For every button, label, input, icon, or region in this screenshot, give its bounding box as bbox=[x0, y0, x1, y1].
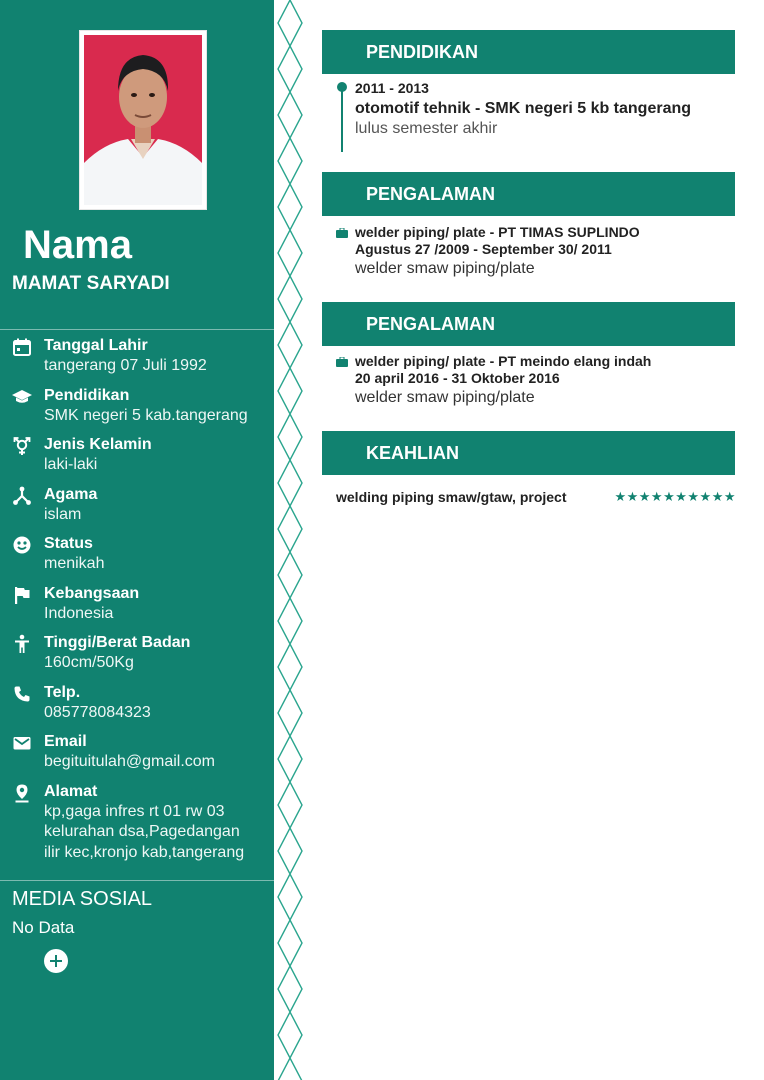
briefcase-icon bbox=[336, 228, 348, 238]
profile-photo bbox=[79, 30, 207, 210]
info-value: laki-laki bbox=[44, 456, 98, 473]
media-social-value: No Data bbox=[12, 918, 75, 937]
location-pin-icon bbox=[12, 783, 32, 803]
education-title: otomotif tehnik - SMK negeri 5 kb tangerang bbox=[355, 100, 692, 117]
add-social-media-button[interactable] bbox=[44, 949, 68, 973]
sidebar-divider bbox=[0, 880, 274, 881]
info-value: SMK negeri 5 kab.tangerang bbox=[44, 406, 248, 424]
info-label: Alamat bbox=[44, 782, 98, 800]
experience-text bbox=[355, 353, 735, 409]
personal-info-list bbox=[12, 336, 270, 872]
religion-icon bbox=[12, 486, 32, 506]
skill-rating-stars: ★★★★★★★★★★ bbox=[614, 489, 736, 504]
timeline-line bbox=[341, 86, 343, 152]
info-email bbox=[12, 732, 270, 773]
section-header-education: PENDIDIKAN bbox=[322, 30, 735, 74]
section-header-experience: PENGALAMAN bbox=[322, 172, 735, 216]
info-value: 085778084323 bbox=[44, 703, 151, 721]
education-desc: lulus semester akhir bbox=[355, 120, 498, 137]
gender-icon bbox=[12, 436, 32, 456]
info-nationality bbox=[12, 584, 270, 625]
skill-name: welding piping smaw/gtaw, project bbox=[336, 489, 567, 505]
skill-item bbox=[336, 487, 736, 507]
experience-desc: welder smaw piping/plate bbox=[355, 260, 535, 277]
address-line: kp,gaga infres rt 01 rw 03 bbox=[44, 802, 225, 820]
name-heading: Nama bbox=[23, 223, 132, 267]
info-label: Jenis Kelamin bbox=[44, 436, 152, 453]
experience-title: welder piping/ plate - PT TIMAS SUPLINDO bbox=[355, 224, 640, 240]
info-address bbox=[12, 782, 270, 864]
briefcase-icon bbox=[336, 357, 348, 367]
info-value: begituitulah@gmail.com bbox=[44, 753, 215, 770]
section-header-skills: KEAHLIAN bbox=[322, 431, 735, 475]
address-line: kelurahan dsa,Pagedangan bbox=[44, 823, 240, 840]
graduation-cap-icon bbox=[12, 387, 32, 407]
education-text bbox=[355, 78, 735, 139]
info-value: tangerang 07 Juli 1992 bbox=[44, 357, 207, 374]
info-label: Tanggal Lahir bbox=[44, 337, 148, 354]
info-value: 160cm/50Kg bbox=[44, 654, 134, 671]
info-value: islam bbox=[44, 505, 82, 523]
info-label: Kebangsaan bbox=[44, 584, 140, 602]
experience-text bbox=[355, 224, 735, 280]
info-label: Email bbox=[44, 733, 87, 750]
section-header-experience: PENGALAMAN bbox=[322, 302, 735, 346]
experience-desc: welder smaw piping/plate bbox=[355, 389, 535, 406]
info-height-weight bbox=[12, 633, 270, 674]
experience-period: 20 april 2016 - 31 Oktober 2016 bbox=[355, 370, 560, 386]
full-name: MAMAT SARYADI bbox=[12, 273, 170, 294]
decorative-lattice-border bbox=[274, 0, 306, 1080]
info-label: Pendidikan bbox=[44, 386, 130, 404]
info-education bbox=[12, 386, 270, 427]
phone-icon bbox=[12, 684, 32, 704]
info-label: Agama bbox=[44, 485, 98, 503]
info-label: Status bbox=[44, 535, 93, 552]
sidebar bbox=[0, 0, 274, 1080]
email-icon bbox=[12, 733, 32, 753]
person-icon bbox=[12, 634, 32, 654]
info-status bbox=[12, 534, 270, 575]
education-year: 2011 - 2013 bbox=[355, 80, 429, 96]
info-value: Indonesia bbox=[44, 604, 114, 622]
status-icon bbox=[12, 535, 32, 555]
info-phone bbox=[12, 683, 270, 724]
experience-title: welder piping/ plate - PT meindo elang indah bbox=[355, 353, 652, 369]
sidebar-divider bbox=[0, 329, 274, 330]
info-label: Tinggi/Berat Badan bbox=[44, 634, 191, 651]
info-birth-date bbox=[12, 336, 270, 377]
info-religion bbox=[12, 485, 270, 526]
portrait-image bbox=[84, 35, 202, 205]
timeline-dot bbox=[337, 82, 347, 92]
info-label: Telp. bbox=[44, 683, 81, 701]
experience-period: Agustus 27 /2009 - September 30/ 2011 bbox=[355, 241, 612, 257]
info-value: menikah bbox=[44, 555, 105, 572]
info-gender bbox=[12, 435, 270, 476]
flag-icon bbox=[12, 585, 32, 605]
media-social-title: MEDIA SOSIAL bbox=[12, 888, 153, 910]
calendar-icon bbox=[12, 337, 32, 357]
address-line: ilir kec,kronjo kab,tangerang bbox=[44, 843, 245, 861]
